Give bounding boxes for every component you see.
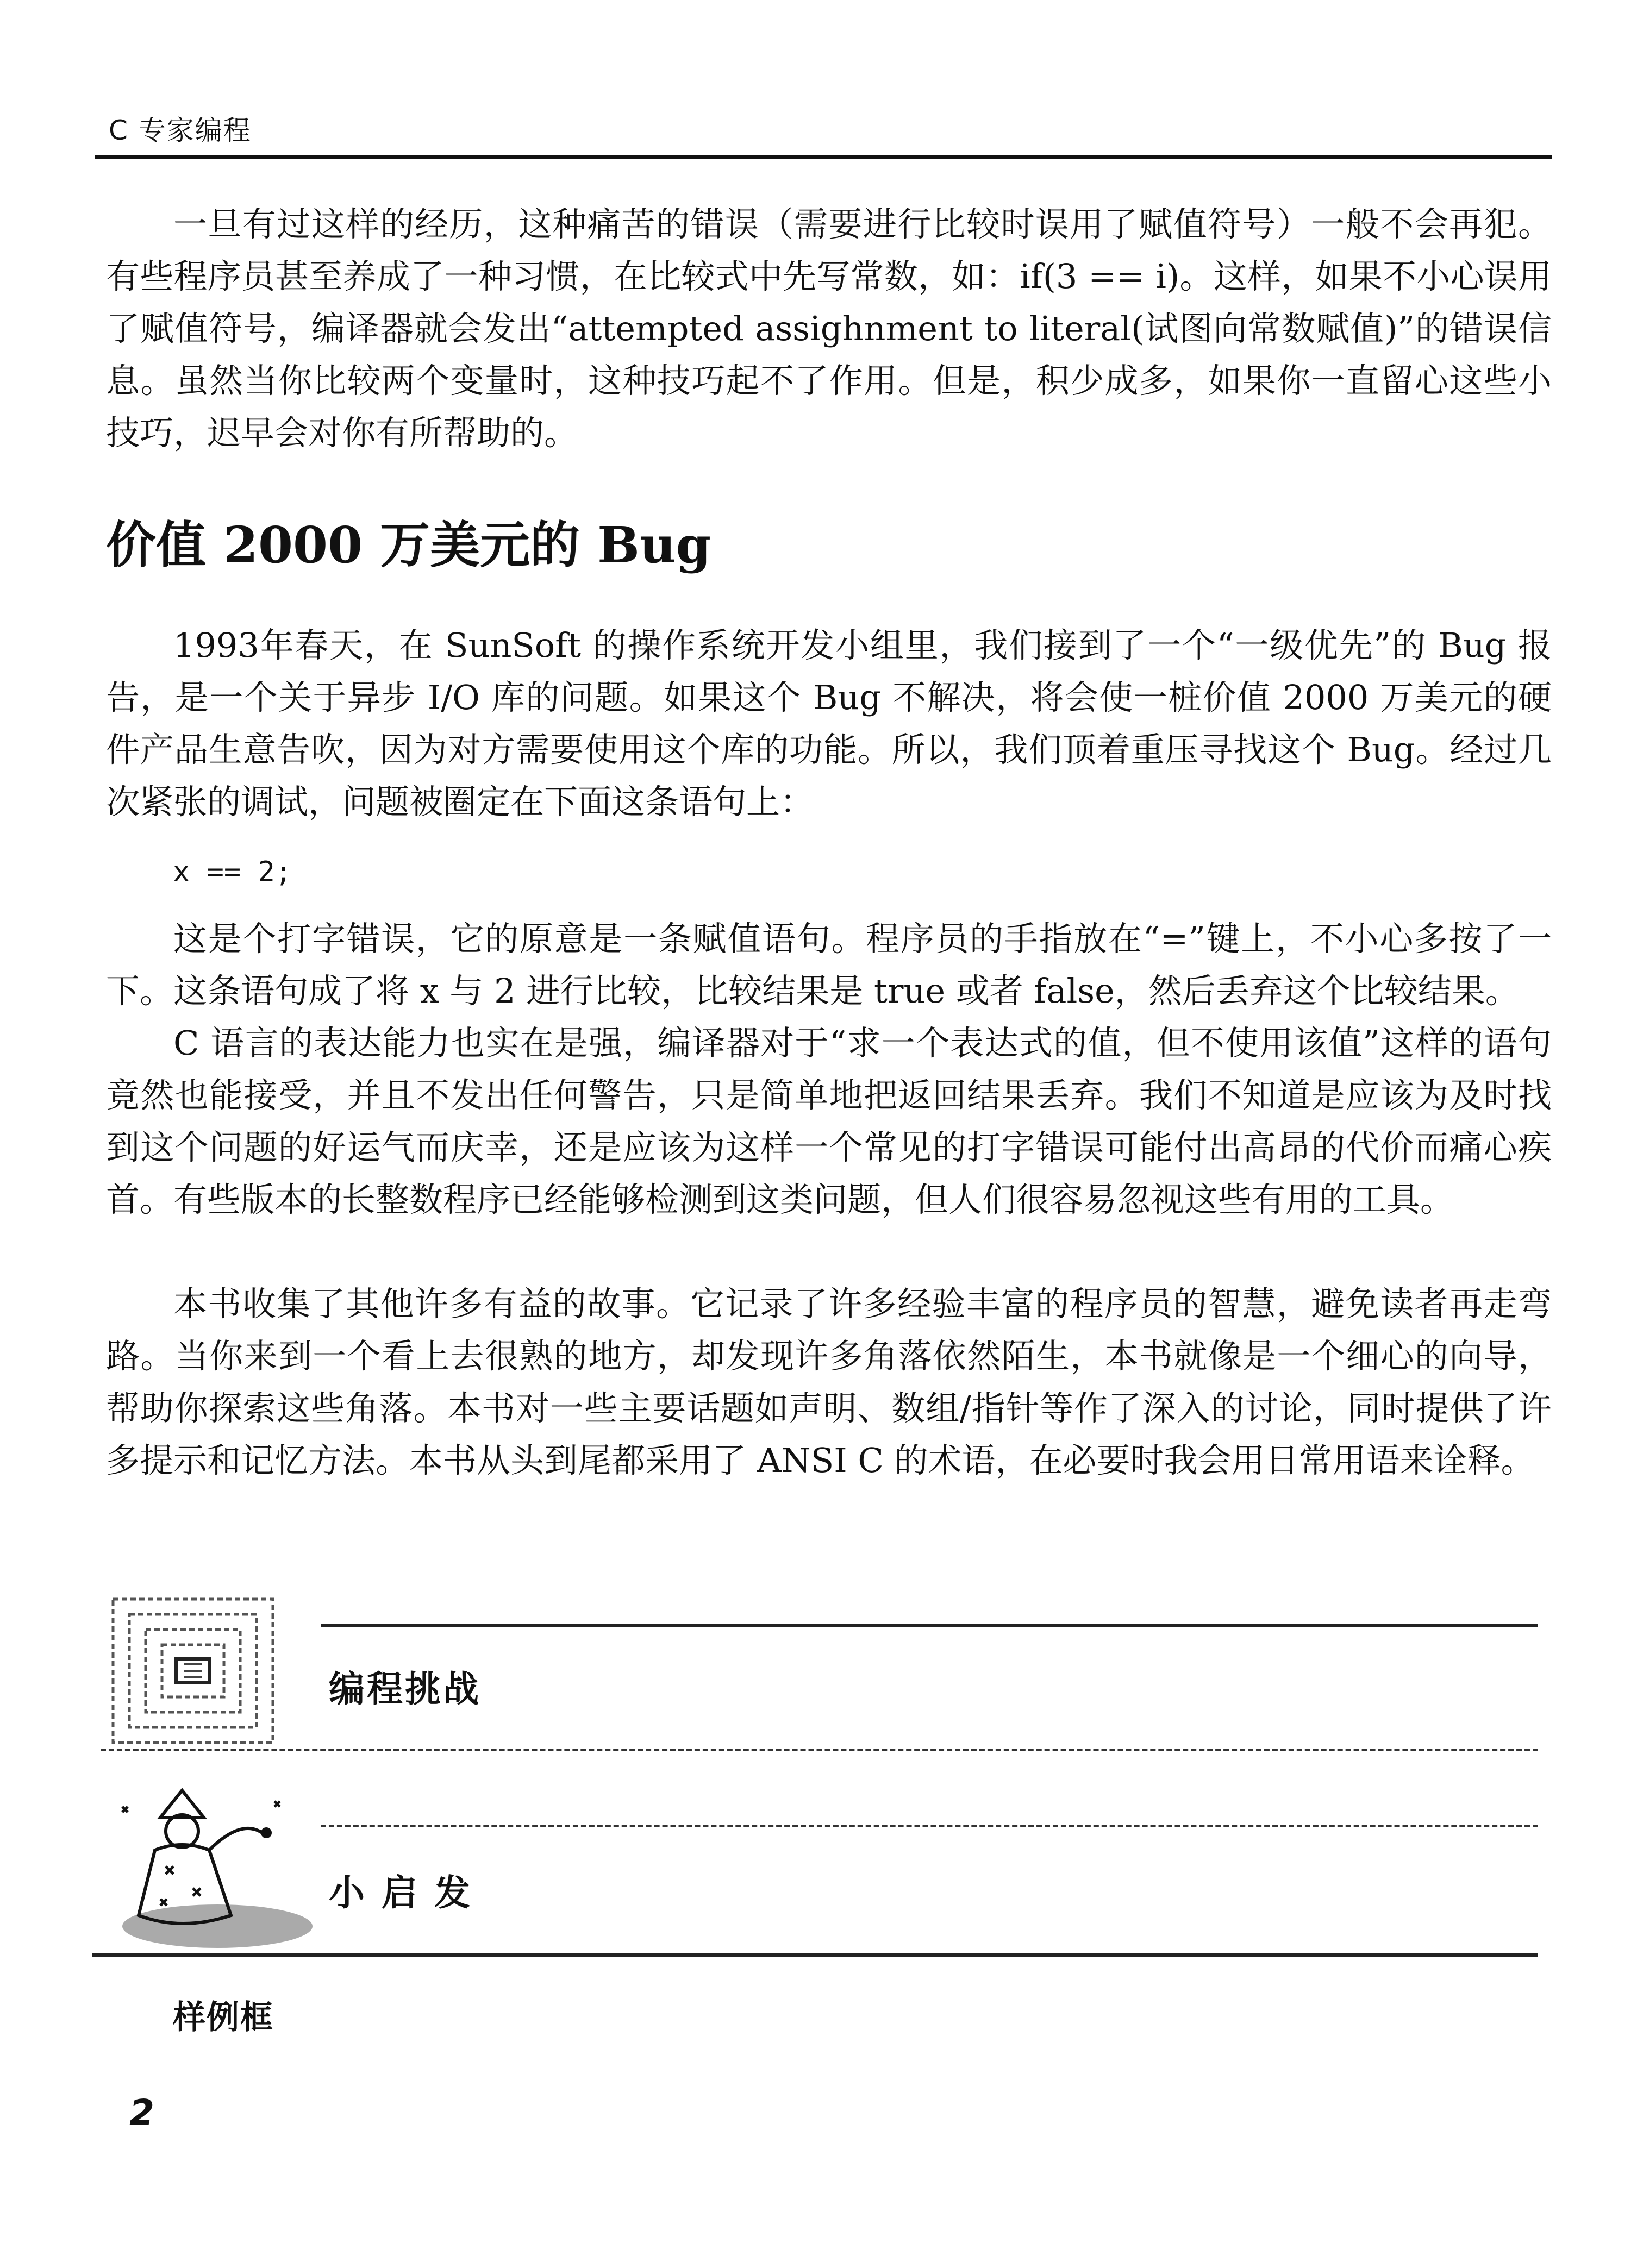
challenge-bottom-rule: [101, 1749, 1538, 1751]
challenge-top-rule: [321, 1624, 1538, 1627]
paragraph-intro: 一旦有过这样的经历，这种痛苦的错误（需要进行比较时误用了赋值符号）一般不会再犯。有些程序员甚至养成了一种习惯，在比较式中先写常数，如：if(3 == i)。这样，如果不小心误用了赋值符号，编译器就会发出“attempted assighnment to literal(试图向常数赋值)”的错误信息。虽然当你比较两个变量时，这种技巧起不了作用。但是，积少成多，如果你一直留心这些小技巧，迟早会对你有所帮助的。: [106, 204, 1552, 453]
paragraph-bug-story: 1993年春天，在 SunSoft 的操作系统开发小组里，我们接到了一个“一级优先”的 Bug 报告，是一个关于异步 I/O 库的问题。如果这个 Bug 不解决，将会使一桩价值 2000 万美元的硬件产品生意告吹，因为对方需要使用这个库的功能。所以，我们顶着重压寻找这个 Bug。经过几次紧张的调试，问题被圈定在下面这条语句上：: [106, 625, 1552, 822]
running-title: C 专家编程: [109, 115, 252, 146]
sample-box-caption: 样例框: [173, 1998, 274, 2037]
tip-bottom-rule: [92, 1953, 1538, 1957]
tip-top-rule: [321, 1825, 1538, 1827]
paragraph-book-overview: 本书收集了其他许多有益的故事。它记录了许多经验丰富的程序员的智慧，避免读者再走弯路。当你来到一个看上去很熟的地方，却发现许多角落依然陌生，本书就像是一个细心的向导，帮助你探索这些角落。本书对一些主要话题如声明、数组/指针等作了深入的讨论，同时提供了许多提示和记忆方法。本书从头到尾都采用了 ANSI C 的术语，在必要时我会用日常用语来诠释。: [106, 1284, 1552, 1480]
header-rule: [95, 155, 1552, 159]
page-number: 2: [129, 2092, 154, 2134]
code-line: x == 2;: [173, 856, 292, 888]
section-title: 价值 2000 万美元的 Bug: [106, 516, 711, 574]
paragraph-expressiveness: C 语言的表达能力也实在是强，编译器对于“求一个表达式的值，但不使用该值”这样的语句竟然也能接受，并且不发出任何警告，只是简单地把返回结果丢弃。我们不知道是应该为及时找到这个问题的好运气而庆幸，还是应该为这样一个常见的打字错误可能付出高昂的代价而痛心疾首。有些版本的长整数程序已经能够检测到这类问题，但人们很容易忽视这些有用的工具。: [106, 1023, 1552, 1219]
tip-label: 小 启 发: [329, 1872, 472, 1914]
maze-icon: [109, 1595, 277, 1747]
paragraph-typo: 这是个打字错误，它的原意是一条赋值语句。程序员的手指放在“=”键上，不小心多按了一下。这条语句成了将 x 与 2 进行比较，比较结果是 true 或者 false，然后丢弃这个比较结果。: [106, 919, 1552, 1011]
challenge-label: 编程挑战: [329, 1668, 481, 1710]
wizard-icon: [101, 1785, 318, 1951]
